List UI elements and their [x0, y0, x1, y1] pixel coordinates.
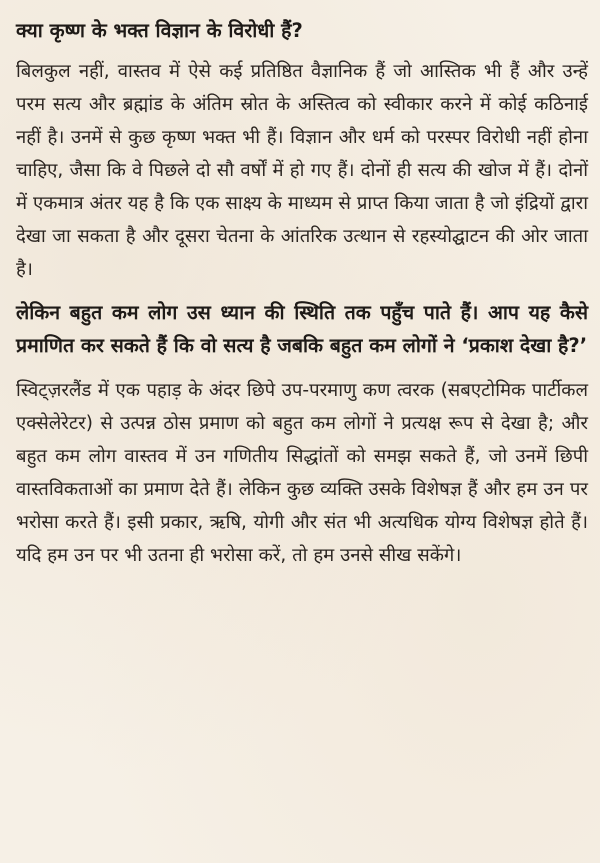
answer-paragraph-1: बिलकुल नहीं, वास्तव में ऐसे कई प्रतिष्ठित वैज्ञानिक हैं जो आस्तिक भी हैं और उन्हें परम सत्य और ब्रह्मांड के अंतिम स्रोत के अस्तित्व को स्वीकार करने में कोई कठिनाई नहीं है। उनमें से कुछ कृष्ण भक्त भी हैं। विज्ञान और धर्म को परस्पर विरोधी नहीं होना चाहिए, जैसा कि वे पिछले दो सौ वर्षों में हो गए हैं। दोनों ही सत्य की खोज में हैं। दोनों में एकमात्र अंतर यह है कि एक साक्ष्य के माध्यम से प्राप्त किया जाता है जो इंद्रियों द्वारा देखा जा सकता है और दूसरा चेतना के आंतरिक उत्थान से रहस्योद्घाटन की ओर जाता है। [16, 61, 588, 280]
page-content [16, 14, 588, 572]
answer-paragraph-2: स्विट्ज़रलैंड में एक पहाड़ के अंदर छिपे उप-परमाणु कण त्वरक (सबएटोमिक पार्टीकल एक्सेलेरेटर) से उत्पन्न ठोस प्रमाण को बहुत कम लोगों ने प्रत्यक्ष रूप से देखा है; और बहुत कम लोग वास्तव में उन गणितीय सिद्धांतों को समझ सकते हैं, जो उनमें छिपी वास्तविकताओं का प्रमाण देते हैं। लेकिन कुछ व्यक्ति उसके विशेषज्ञ हैं और हम उन पर भरोसा करते हैं। इसी प्रकार, ऋषि, योगी और संत भी अत्यधिक योग्य विशेषज्ञ होते हैं। यदि हम उन पर भी उतना ही भरोसा करें, तो हम उनसे सीख सकेंगे। [16, 380, 588, 566]
question-heading-2: लेकिन बहुत कम लोग उस ध्यान की स्थिति तक पहुँच पाते हैं। आप यह कैसे प्रमाणित कर सकते हैं कि वो सत्य है जबकि बहुत कम लोगों ने ‘प्रकाश देखा है?’ [16, 301, 588, 357]
question-heading-1: क्या कृष्ण के भक्त विज्ञान के विरोधी हैं? [16, 19, 303, 42]
